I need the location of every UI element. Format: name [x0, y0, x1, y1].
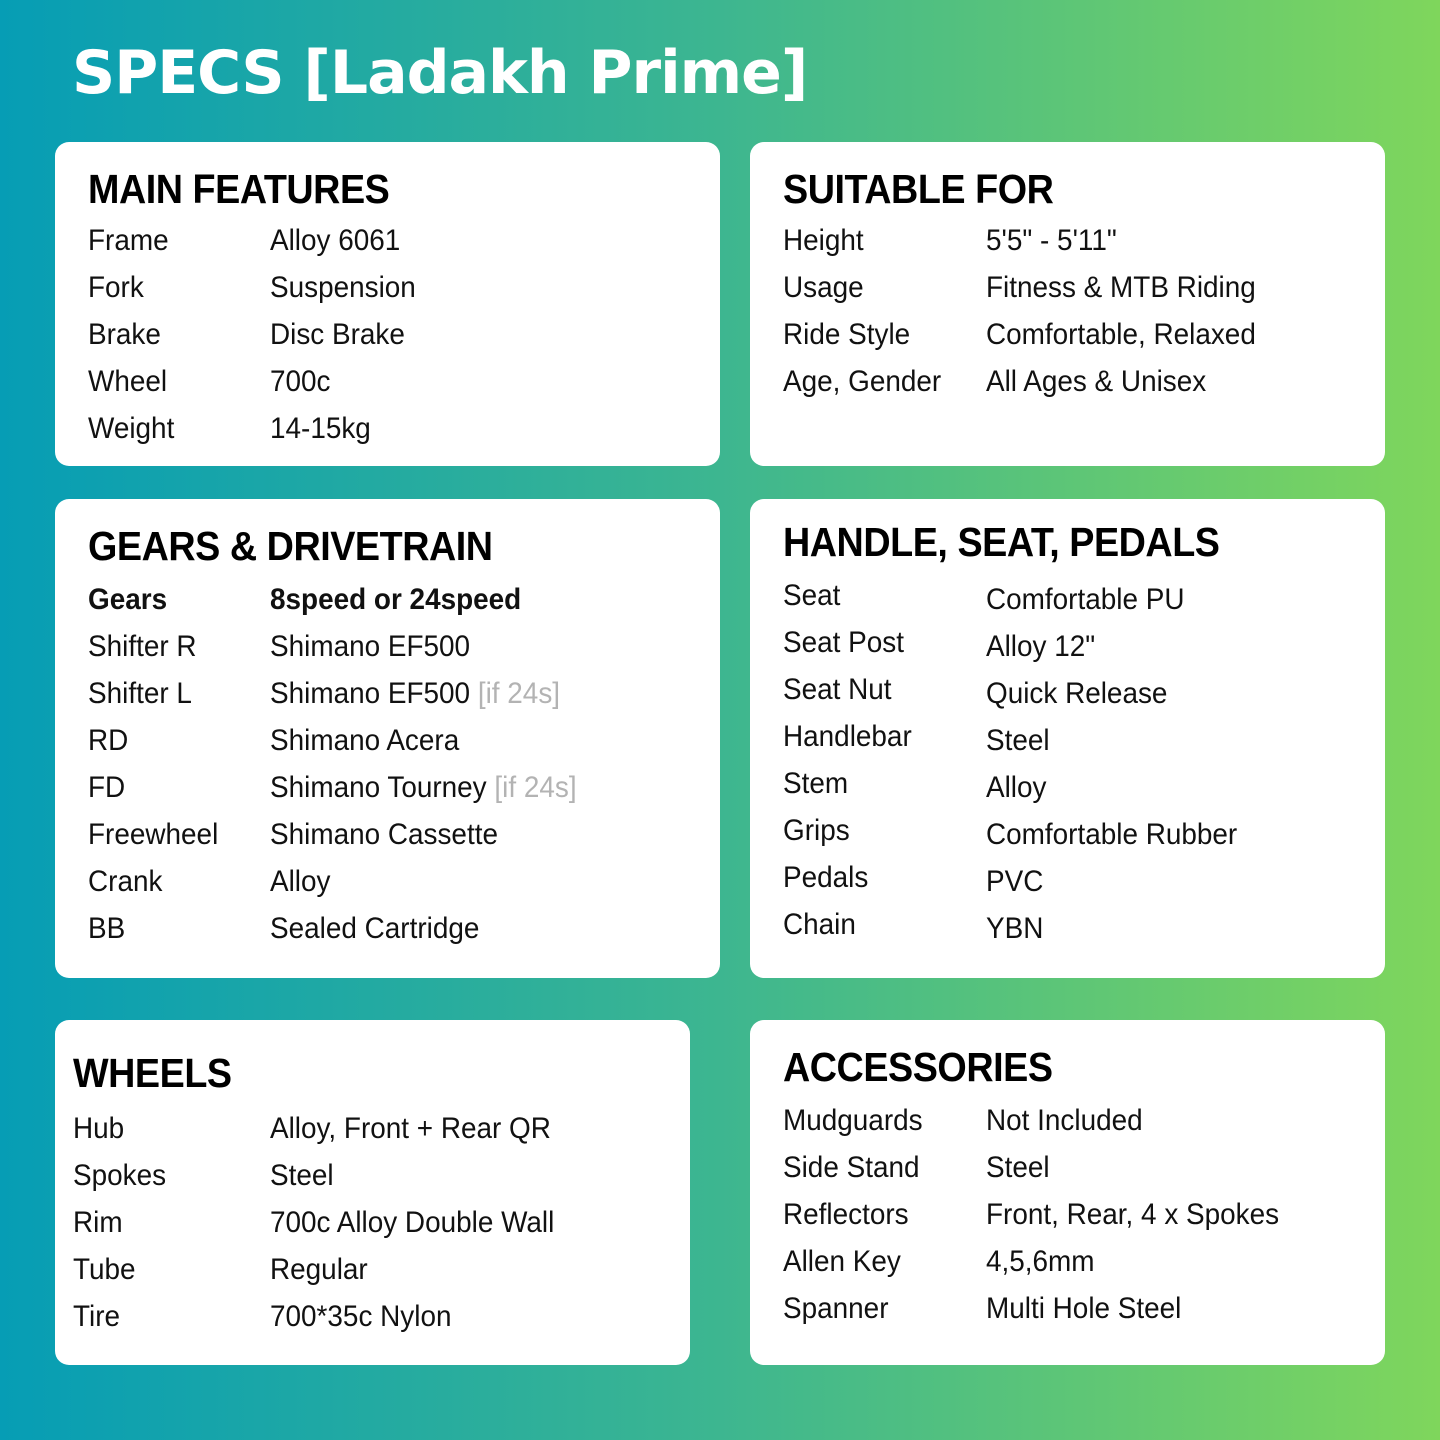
spec-value: YBN [986, 912, 1044, 945]
spec-label: Height [783, 224, 864, 257]
spec-value: PVC [986, 865, 1044, 898]
spec-value: Comfortable Rubber [986, 818, 1238, 851]
spec-value: 700c Alloy Double Wall [270, 1206, 555, 1239]
spec-label: Allen Key [783, 1245, 901, 1278]
spec-label: Handlebar [783, 720, 912, 753]
spec-value: 5'5" - 5'11" [986, 224, 1117, 257]
spec-value: Quick Release [986, 677, 1168, 710]
spec-label: Reflectors [783, 1198, 909, 1231]
spec-value: Alloy, Front + Rear QR [270, 1112, 551, 1145]
spec-value-text: Shimano Tourney [270, 771, 487, 804]
card-heading: HANDLE, SEAT, PEDALS [783, 519, 1220, 565]
spec-value: Comfortable PU [986, 583, 1185, 616]
spec-value-text: Shimano EF500 [270, 677, 471, 710]
spec-value: Shimano Acera [270, 724, 460, 757]
spec-value: Alloy [270, 865, 331, 898]
handle-seat-pedals-card [750, 499, 1385, 978]
page-title: SPECS [Ladakh Prime] [72, 38, 808, 108]
spec-value: Alloy 12" [986, 630, 1096, 663]
spec-value: Shimano Cassette [270, 818, 498, 851]
spec-label: Seat Post [783, 626, 904, 659]
spec-label: Shifter R [88, 630, 197, 663]
spec-label: Chain [783, 908, 856, 941]
spec-label: Shifter L [88, 677, 192, 710]
wheels-card [55, 1020, 690, 1365]
spec-value [270, 771, 577, 805]
spec-note: [if 24s] [494, 771, 577, 804]
card-heading: GEARS & DRIVETRAIN [88, 523, 493, 569]
spec-label: FD [88, 771, 126, 804]
spec-label: Freewheel [88, 818, 219, 851]
spec-value: 700*35c Nylon [270, 1300, 452, 1333]
spec-label: Spanner [783, 1292, 889, 1325]
spec-value: All Ages & Unisex [986, 365, 1207, 398]
spec-value: 4,5,6mm [986, 1245, 1095, 1278]
card-heading: WHEELS [73, 1050, 232, 1096]
accessories-card [750, 1020, 1385, 1365]
spec-label: Tire [73, 1300, 121, 1333]
spec-label: Rim [73, 1206, 123, 1239]
spec-label: Pedals [783, 861, 869, 894]
spec-label: Grips [783, 814, 850, 847]
spec-value: Disc Brake [270, 318, 405, 351]
card-heading: MAIN FEATURES [88, 166, 390, 212]
suitable-for-card [750, 142, 1385, 466]
spec-value: Steel [986, 1151, 1050, 1184]
spec-label: Wheel [88, 365, 168, 398]
spec-value: Suspension [270, 271, 416, 304]
spec-value: Not Included [986, 1104, 1143, 1137]
spec-value: Steel [270, 1159, 334, 1192]
spec-label: Side Stand [783, 1151, 920, 1184]
spec-value: Steel [986, 724, 1050, 757]
spec-label: Brake [88, 318, 161, 351]
spec-value: 8speed or 24speed [270, 583, 522, 616]
spec-value: Front, Rear, 4 x Spokes [986, 1198, 1280, 1231]
spec-label: BB [88, 912, 126, 945]
spec-label: Ride Style [783, 318, 911, 351]
card-heading: SUITABLE FOR [783, 166, 1054, 212]
spec-note: [if 24s] [477, 677, 561, 710]
gears-drivetrain-card [55, 499, 720, 978]
spec-value: Fitness & MTB Riding [986, 271, 1256, 304]
spec-value: 14-15kg [270, 412, 371, 445]
main-features-card [55, 142, 720, 466]
spec-label: Spokes [73, 1159, 167, 1192]
spec-label: Frame [88, 224, 169, 257]
spec-value: 700c [270, 365, 331, 398]
spec-label: Usage [783, 271, 864, 304]
spec-label: Mudguards [783, 1104, 923, 1137]
spec-label: Tube [73, 1253, 136, 1286]
card-heading: ACCESSORIES [783, 1044, 1053, 1090]
spec-value: Sealed Cartridge [270, 912, 480, 945]
spec-label: Gears [88, 583, 168, 616]
spec-label: Seat Nut [783, 673, 892, 706]
spec-label: Age, Gender [783, 365, 942, 398]
spec-label: Seat [783, 579, 841, 612]
spec-label: Hub [73, 1112, 125, 1145]
spec-value: Shimano EF500 [270, 630, 471, 663]
spec-value: Multi Hole Steel [986, 1292, 1182, 1325]
spec-label: RD [88, 724, 129, 757]
spec-label: Crank [88, 865, 163, 898]
spec-value: Alloy [986, 771, 1047, 804]
spec-label: Weight [88, 412, 175, 445]
spec-value [270, 677, 560, 711]
spec-label: Fork [88, 271, 144, 304]
spec-value: Regular [270, 1253, 368, 1286]
spec-value: Comfortable, Relaxed [986, 318, 1256, 351]
spec-label: Stem [783, 767, 849, 800]
spec-value: Alloy 6061 [270, 224, 401, 257]
